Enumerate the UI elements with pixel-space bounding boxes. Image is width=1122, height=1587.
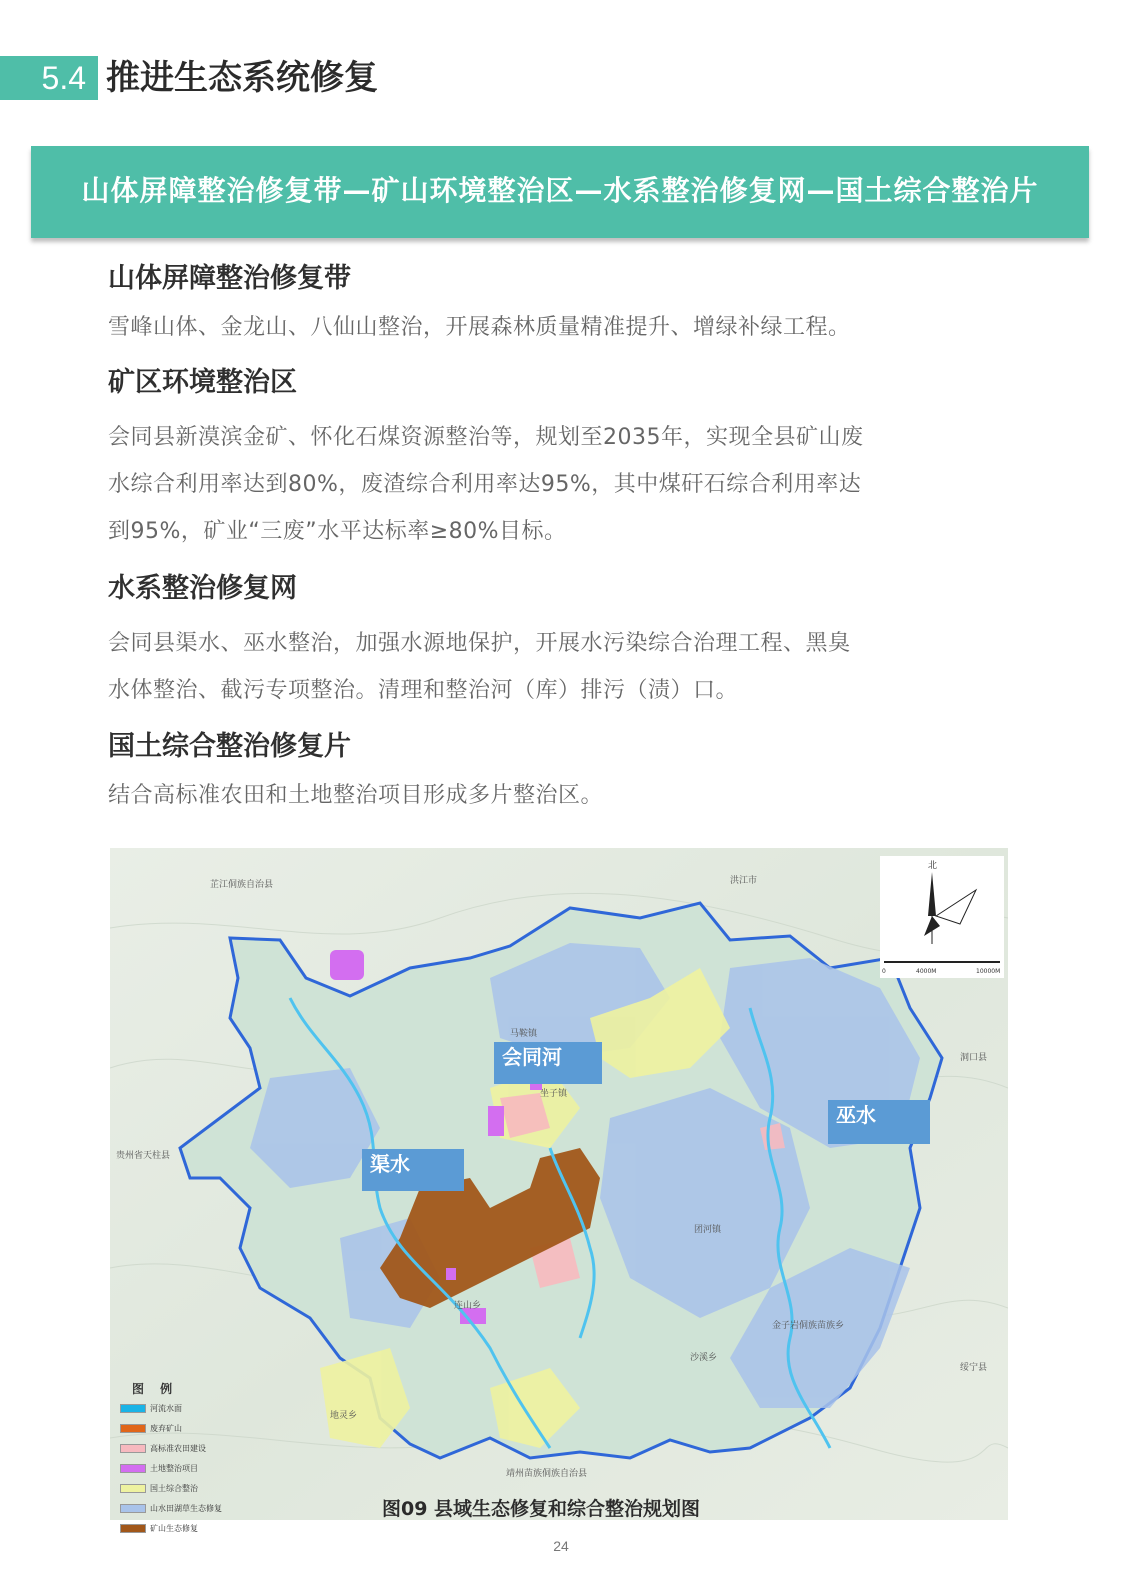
text-line: 水综合利用率达到80%，废渣综合利用率达95%，其中煤矸石综合利用率达 — [108, 472, 862, 497]
structure-banner: 山体屏障整治修复带—矿山环境整治区—水系整治修复网—国土综合整治片 — [31, 146, 1089, 238]
legend-label: 土地整治项目 — [150, 1463, 198, 1473]
section-title: 推进生态系统修复 — [106, 58, 378, 98]
legend-swatch — [120, 1484, 146, 1493]
place-tuanhe: 团河镇 — [694, 1225, 722, 1235]
legend-label: 矿山生态修复 — [150, 1523, 198, 1533]
place-tianzhu: 贵州省天柱县 — [116, 1151, 171, 1161]
legend-label: 废弃矿山 — [150, 1423, 182, 1433]
map-caption: 图09 县域生态修复和综合整治规划图 — [382, 1498, 701, 1520]
scale-end: 10000M — [976, 968, 1001, 975]
legend-swatch — [120, 1404, 146, 1413]
text-line: 会同县新漠滨金矿、怀化石煤资源整治等，规划至2035年，实现全县矿山废 — [108, 425, 864, 450]
place-guanzi: 坐子镇 — [540, 1089, 568, 1099]
map-legend — [120, 1380, 230, 1537]
text-mine-area — [108, 414, 1008, 555]
legend-swatch — [120, 1524, 146, 1533]
north-label: 北 — [928, 861, 938, 871]
label-qu-river: 渠水 — [362, 1149, 464, 1191]
place-disu: 地灵乡 — [330, 1411, 358, 1421]
section-number: 5.4 — [0, 56, 98, 100]
heading-water-network: 水系整治修复网 — [108, 573, 297, 604]
label-wu-river: 巫水 — [828, 1100, 930, 1144]
legend-item — [120, 1439, 230, 1457]
legend-swatch — [120, 1464, 146, 1473]
legend-item — [120, 1499, 230, 1517]
heading-mine-area: 矿区环境整治区 — [108, 367, 297, 398]
text-line: 水体整治、截污专项整治。清理和整治河（库）排污（渍）口。 — [108, 678, 739, 703]
place-zhijiang: 芷江侗族自治县 — [210, 880, 274, 890]
legend-label: 国土综合整治 — [150, 1483, 198, 1493]
legend-label: 山水田湖草生态修复 — [150, 1503, 222, 1513]
text-line: 到95%，矿业“三废”水平达标率≥80%目标。 — [108, 519, 567, 544]
legend-item — [120, 1419, 230, 1437]
legend-swatch — [120, 1504, 146, 1513]
scale-mid: 4000M — [916, 968, 937, 975]
legend-item — [120, 1479, 230, 1497]
place-jinziyan: 金子岩侗族苗族乡 — [772, 1321, 845, 1331]
place-suining: 绥宁县 — [960, 1363, 988, 1373]
text-water-network — [108, 620, 1008, 714]
legend-title: 图 例 — [132, 1382, 179, 1396]
text-mountain-barrier: 雪峰山体、金龙山、八仙山整治，开展森林质量精准提升、增绿补绿工程。 — [108, 315, 851, 340]
legend-swatch — [120, 1444, 146, 1453]
place-hongjiang: 洪江市 — [730, 876, 758, 886]
text-line: 会同县渠水、巫水整治，加强水源地保护，开展水污染综合治理工程、黑臭 — [108, 631, 851, 656]
legend-item — [120, 1399, 230, 1417]
map-graphic — [110, 848, 1008, 1520]
place-lianshan: 连山乡 — [454, 1301, 482, 1311]
page-number: 24 — [553, 1538, 569, 1554]
place-maheng: 马鞍镇 — [510, 1029, 538, 1039]
compass-icon — [880, 866, 1004, 966]
text-land-consolidation: 结合高标准农田和土地整治项目形成多片整治区。 — [108, 783, 604, 808]
legend-label: 河流水面 — [150, 1403, 182, 1413]
heading-land-consolidation: 国土综合整治修复片 — [108, 731, 351, 762]
legend-swatch — [120, 1424, 146, 1433]
place-jingzhou: 靖州苗族侗族自治县 — [506, 1469, 588, 1479]
legend-item — [120, 1519, 230, 1537]
north-arrow-panel — [880, 856, 1004, 978]
label-huitong-river: 会同河 — [494, 1042, 602, 1084]
scale-start: 0 — [882, 968, 886, 975]
place-shaxi: 沙溪乡 — [690, 1353, 718, 1363]
legend-label: 高标准农田建设 — [150, 1443, 206, 1453]
place-dongkou: 洞口县 — [960, 1053, 988, 1063]
planning-map — [110, 848, 1008, 1520]
legend-item — [120, 1459, 230, 1477]
heading-mountain-barrier: 山体屏障整治修复带 — [108, 263, 351, 294]
